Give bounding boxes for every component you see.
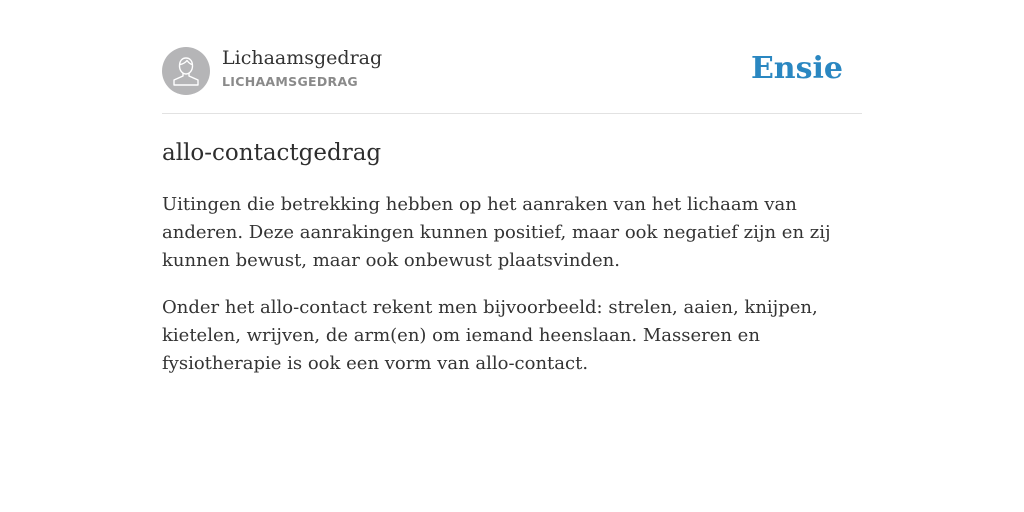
card-header [162,46,862,114]
author-block [222,46,382,90]
ensie-logo-link[interactable]: Ensie [750,51,843,86]
definition-paragraph-1: Uitingen die betrekking hebben op het aanraken van het lichaam van anderen. Deze aanrakingen kunnen positief, maar ook negatief zijn en zij kunnen bewust, maar ook onbewust plaatsvinden. [162,194,831,271]
page-title: allo-contactgedrag [162,140,382,166]
definition-card [162,46,862,378]
author-name[interactable]: Lichaamsgedrag [222,47,383,69]
author-category: LICHAAMSGEDRAG [222,74,358,89]
user-icon [162,47,210,95]
definition-paragraph-2: Onder het allo-contact rekent men bijvoorbeeld: strelen, aaien, knijpen, kietelen, wrijven, de arm(en) om iemand heenslaan. Masseren en fysiotherapie is ook een vorm van allo-contact. [162,297,818,374]
avatar[interactable] [162,47,210,95]
